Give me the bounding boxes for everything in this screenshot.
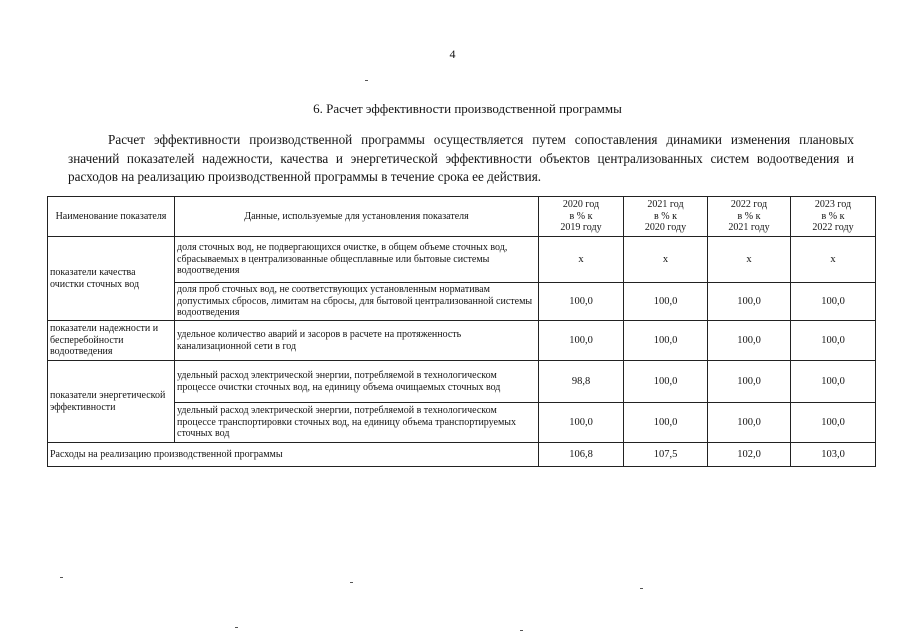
value-cell: 100,0 xyxy=(791,321,876,361)
value-cell: 100,0 xyxy=(624,321,708,361)
header-year-base: 2020 году xyxy=(644,222,687,234)
header-year-percent: в % к xyxy=(737,210,761,222)
page-number: 4 xyxy=(449,47,456,61)
scan-speck xyxy=(60,577,63,578)
intro-paragraph: Расчет эффективности производственной программы осуществляется путем сопоставления динамики изменения плановых значений показателей надежности, качества и энергетической эффективности объектов централизованных систем водоотведения и расходов на реализацию производственной программы в течение срока ее действия. xyxy=(68,132,854,184)
header-year-2022 xyxy=(708,197,791,237)
table-row xyxy=(48,321,876,361)
total-value-cell: 103,0 xyxy=(791,443,876,467)
header-year-percent: в % к xyxy=(821,210,845,222)
header-year-label: 2021 год xyxy=(647,199,684,211)
scan-speck xyxy=(520,630,523,631)
row-data-cell: удельное количество аварий и засоров в расчете на протяженность канализационной сети в год xyxy=(175,321,539,361)
total-value-cell: 102,0 xyxy=(708,443,791,467)
value-cell: 100,0 xyxy=(539,321,624,361)
header-indicator-name: Наименование показателя xyxy=(48,197,175,237)
total-value-cell: 106,8 xyxy=(539,443,624,467)
table-row xyxy=(48,237,876,283)
header-year-2021 xyxy=(624,197,708,237)
table-row xyxy=(48,361,876,403)
header-data-used: Данные, используемые для установления показателя xyxy=(175,197,539,237)
header-year-2020 xyxy=(539,197,624,237)
header-year-base: 2021 году xyxy=(728,222,770,234)
value-cell: 100,0 xyxy=(624,283,708,321)
total-label: Расходы на реализацию производственной программы xyxy=(48,443,539,467)
value-cell: 100,0 xyxy=(791,361,876,403)
value-cell: х xyxy=(539,237,624,283)
value-cell: 100,0 xyxy=(539,283,624,321)
value-cell: 100,0 xyxy=(791,403,876,443)
value-cell: 100,0 xyxy=(708,321,791,361)
table-header-row xyxy=(48,197,876,237)
value-cell: х xyxy=(708,237,791,283)
header-year-percent: в % к xyxy=(654,210,677,222)
header-year-label: 2023 год xyxy=(814,199,852,211)
scan-speck xyxy=(350,582,353,583)
header-year-percent: в % к xyxy=(569,210,593,222)
value-cell: 100,0 xyxy=(624,361,708,403)
scan-speck xyxy=(235,627,238,628)
header-year-base: 2022 году xyxy=(812,222,854,234)
header-year-label: 2020 год xyxy=(562,199,600,211)
total-row xyxy=(48,443,876,467)
value-cell: 100,0 xyxy=(708,361,791,403)
value-cell: 100,0 xyxy=(708,283,791,321)
value-cell: х xyxy=(791,237,876,283)
scan-speck xyxy=(640,588,643,589)
header-year-2023 xyxy=(791,197,876,237)
value-cell: 100,0 xyxy=(624,403,708,443)
value-cell: х xyxy=(624,237,708,283)
row-data-cell: удельный расход электрической энергии, потребляемой в технологическом процессе транспортировки сточных вод, на единицу объема транспортируемых сточных вод xyxy=(175,403,539,443)
group-energy: показатели энергетической эффективности xyxy=(48,361,175,443)
group-reliability: показатели надежности и бесперебойности водоотведения xyxy=(48,321,175,361)
header-year-label: 2022 год xyxy=(730,199,768,211)
header-year-base: 2019 году xyxy=(560,222,602,234)
efficiency-table xyxy=(47,196,876,467)
total-value-cell: 107,5 xyxy=(624,443,708,467)
value-cell: 98,8 xyxy=(539,361,624,403)
section-title: 6. Расчет эффективности производственной программы xyxy=(313,101,622,116)
value-cell: 100,0 xyxy=(539,403,624,443)
scan-speck xyxy=(365,80,368,81)
row-data-cell: доля проб сточных вод, не соответствующих установленным нормативам допустимых сбросов, лимитам на сбросы, для бытовой централизованной системы водоотведения xyxy=(175,283,539,321)
value-cell: 100,0 xyxy=(708,403,791,443)
row-data-cell: доля сточных вод, не подвергающихся очистке, в общем объеме сточных вод, сбрасываемых в централизованные общесплавные или бытовые системы водоотведения xyxy=(175,237,539,283)
value-cell: 100,0 xyxy=(791,283,876,321)
row-data-cell: удельный расход электрической энергии, потребляемой в технологическом процессе очистки сточных вод, на единицу объема очищаемых сточных вод xyxy=(175,361,539,403)
group-quality: показатели качества очистки сточных вод xyxy=(48,237,175,321)
